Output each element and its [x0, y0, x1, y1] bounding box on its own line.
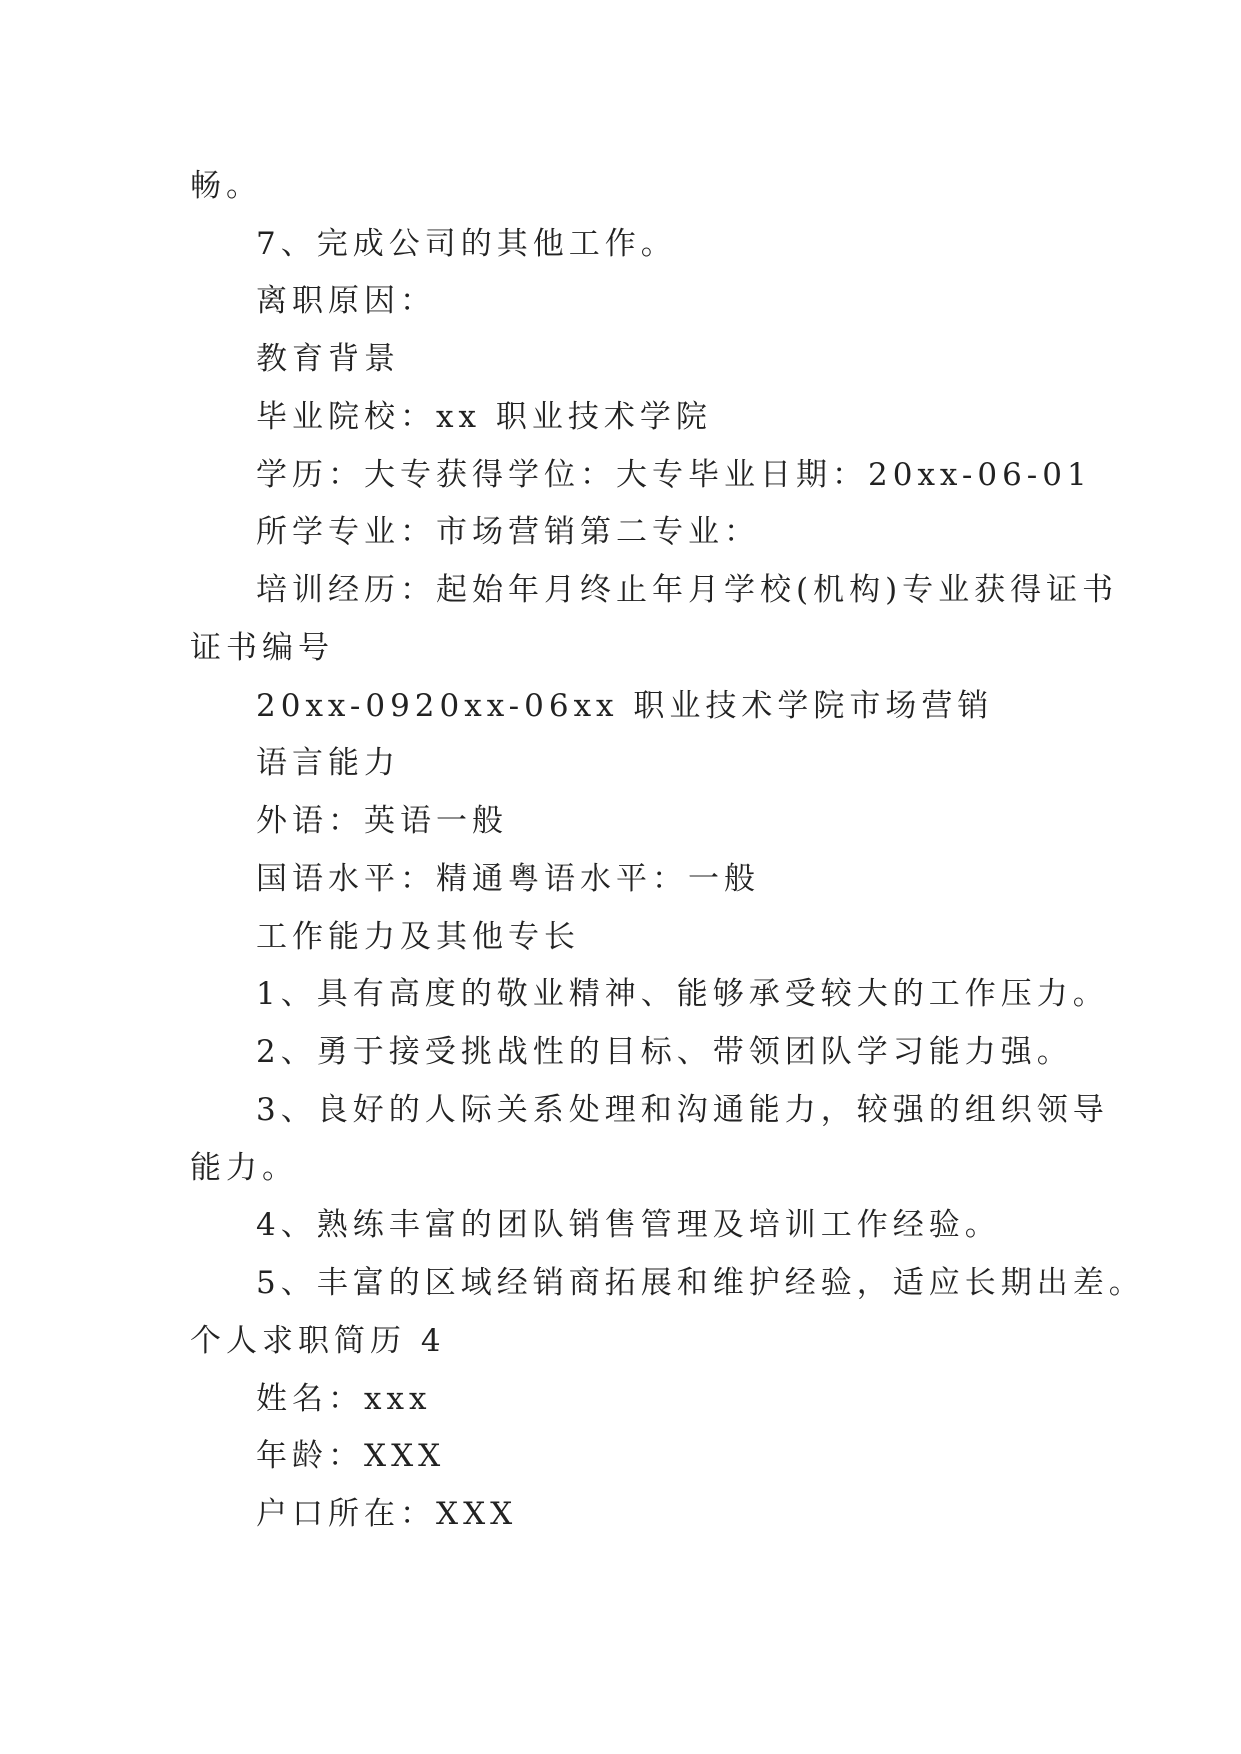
section-heading: 工作能力及其他专长 — [256, 919, 580, 955]
list-item: 1、具有高度的敬业精神、能够承受较大的工作压力。 — [256, 976, 1109, 1012]
text-line: 学历：大专获得学位：大专毕业日期：20xx-06-01 — [256, 457, 1092, 493]
text-line: 户口所在：XXX — [256, 1496, 518, 1532]
text-line: 20xx-0920xx-06xx 职业技术学院市场营销 — [256, 688, 994, 724]
text-line: 培训经历：起始年月终止年月学校(机构)专业获得证书 — [256, 572, 1119, 608]
text-line: 离职原因： — [256, 283, 436, 319]
text-line: 证书编号 — [190, 630, 334, 666]
section-heading: 语言能力 — [256, 745, 400, 781]
list-item: 5、丰富的区域经销商拓展和维护经验，适应长期出差。 — [256, 1265, 1145, 1301]
list-item: 4、熟练丰富的团队销售管理及培训工作经验。 — [256, 1207, 1001, 1243]
text-line: 年龄：XXX — [256, 1438, 446, 1474]
text-line: 国语水平：精通粤语水平：一般 — [256, 861, 760, 897]
text-line: 姓名：xxx — [256, 1381, 432, 1417]
list-item: 2、勇于接受挑战性的目标、带领团队学习能力强。 — [256, 1034, 1073, 1070]
section-heading: 教育背景 — [256, 341, 400, 377]
text-line: 畅。 — [190, 168, 262, 204]
text-line: 毕业院校：xx 职业技术学院 — [256, 399, 712, 435]
text-line: 外语：英语一般 — [256, 803, 508, 839]
document-title: 个人求职简历 4 — [190, 1323, 446, 1359]
list-item-continuation: 能力。 — [190, 1150, 298, 1186]
list-item: 3、良好的人际关系处理和沟通能力，较强的组织领导 — [256, 1092, 1109, 1128]
text-line: 所学专业：市场营销第二专业： — [256, 514, 760, 550]
text-line: 7、完成公司的其他工作。 — [256, 226, 677, 262]
